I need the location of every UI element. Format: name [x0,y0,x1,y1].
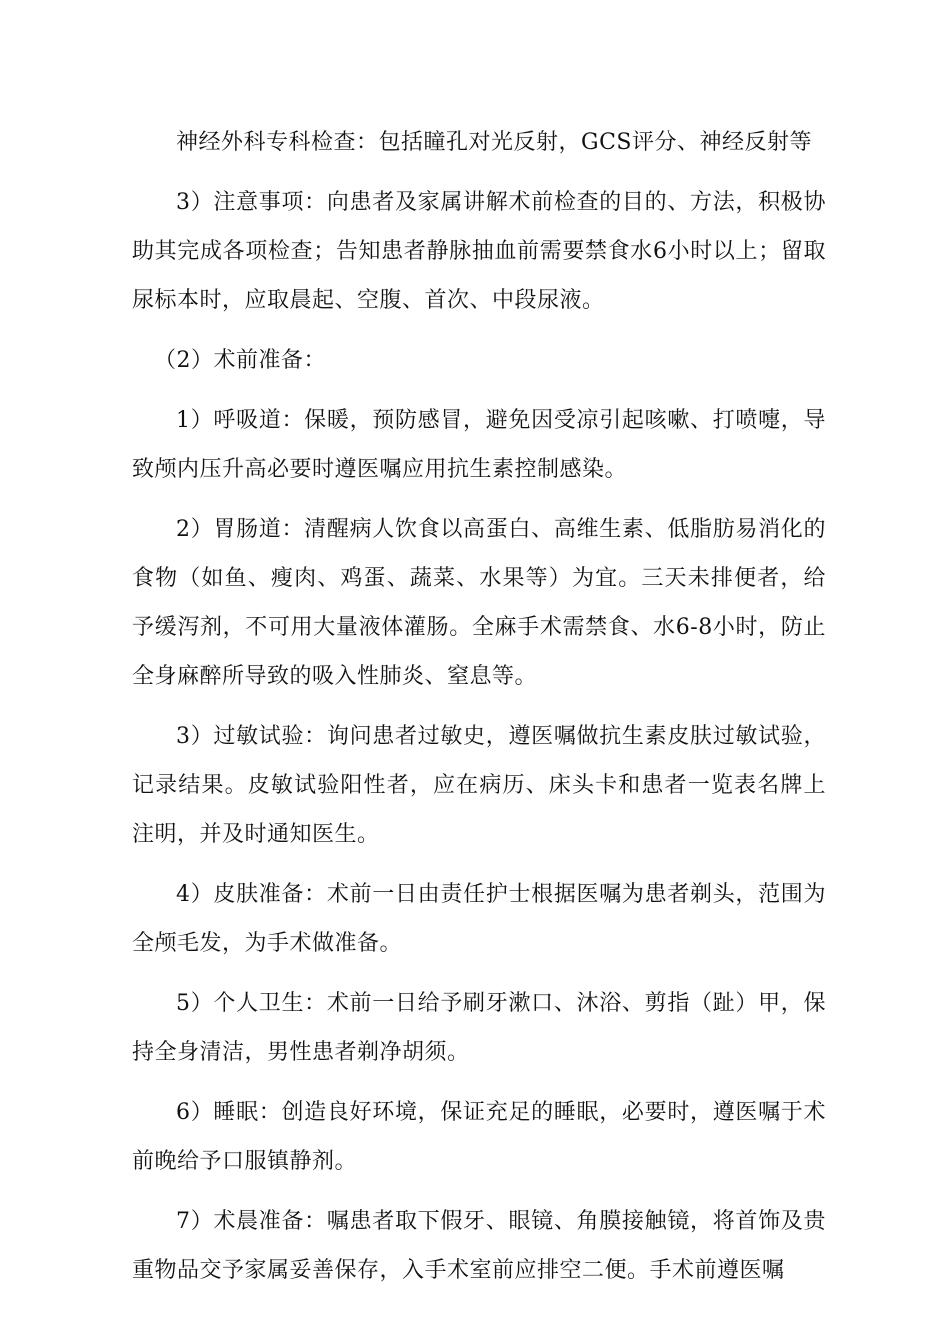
paragraph-personal-hygiene: 5）个人卫生：术前一日给予刷牙漱口、沐浴、剪指（趾）甲，保持全身清洁，男性患者剃净胡须。 [132,991,826,1065]
paragraph-morning-prep: 7）术晨准备：嘱患者取下假牙、眼镜、角膜接触镜，将首饰及贵重物品交予家属妥善保存，入手术室前应排空二便。手术前遵医嘱 [132,1209,826,1283]
paragraph-respiratory: 1）呼吸道：保暖，预防感冒，避免因受凉引起咳嗽、打喷嚏，导致颅内压升高必要时遵医嘱应用抗生素控制感染。 [132,408,826,482]
paragraph-preop-heading: （2）术前准备： [154,348,326,373]
document-body [132,118,826,1306]
paragraph-gastrointestinal: 2）胃肠道：清醒病人饮食以高蛋白、高维生素、低脂肪易消化的食物（如鱼、瘦肉、鸡蛋、蔬菜、水果等）为宜。三天未排便者，给予缓泻剂，不可用大量液体灌肠。全麻手术需禁食、水6-8小时，防止全身麻醉所导致的吸入性肺炎、窒息等。 [132,517,826,689]
paragraph-sleep: 6）睡眠：创造良好环境，保证充足的睡眠，必要时，遵医嘱于术前晚给予口服镇静剂。 [132,1100,826,1174]
paragraph-neuro-exam: 神经外科专科检查：包括瞳孔对光反射，GCS评分、神经反射等 [176,130,812,155]
paragraph-skin-prep: 4）皮肤准备：术前一日由责任护士根据医嘱为患者剃头，范围为全颅毛发，为手术做准备。 [132,882,826,956]
paragraph-allergy-test: 3）过敏试验：询问患者过敏史，遵医嘱做抗生素皮肤过敏试验，记录结果。皮敏试验阳性者，应在病历、床头卡和患者一览表名牌上注明，并及时通知医生。 [132,724,826,847]
paragraph-precautions: 3）注意事项：向患者及家属讲解术前检查的目的、方法，积极协助其完成各项检查；告知患者静脉抽血前需要禁食水6小时以上；留取尿标本时，应取晨起、空腹、首次、中段尿液。 [132,190,826,313]
